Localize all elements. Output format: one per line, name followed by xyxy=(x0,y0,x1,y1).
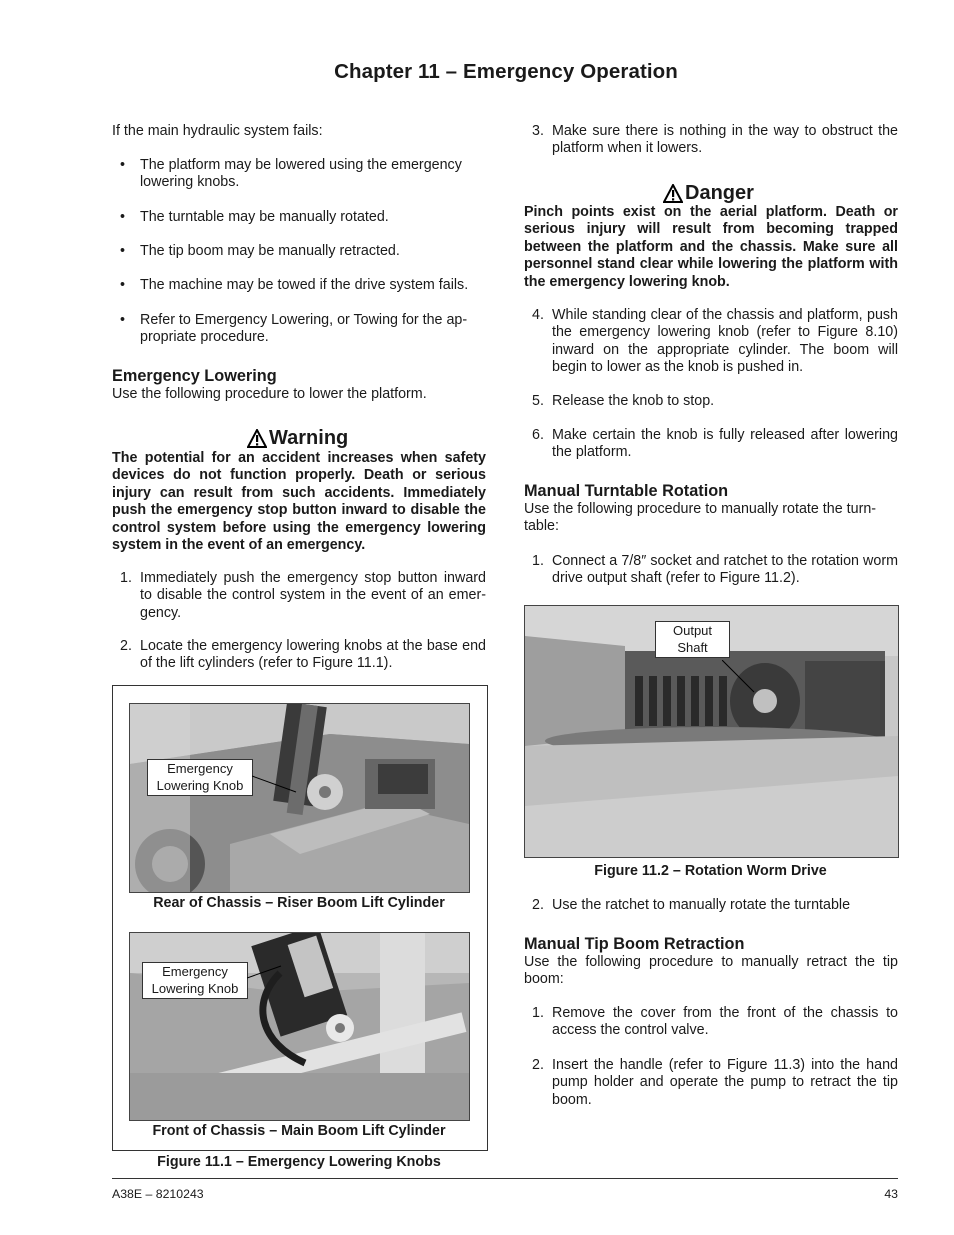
page-title: Chapter 11 – Emergency Operation xyxy=(334,60,678,83)
figure-11-2-caption: Figure 11.2 – Rotation Worm Drive xyxy=(594,863,827,879)
warning-triangle-icon xyxy=(247,429,267,448)
warning-body: The potential for an accident increases when safety devices do not function properly. Death or serious injury can result from such accidents. Immediately push the emergency stop button inward to disable the control system before using the emergency lowering system in the event of an emergency. xyxy=(112,450,486,554)
list-item: • The platform may be lowered using the emergency lowering knobs. xyxy=(120,157,462,191)
page-number: 43 xyxy=(884,1187,898,1201)
output-shaft-callout: Output Shaft xyxy=(655,621,730,658)
warning-heading: Warning xyxy=(247,427,348,450)
tipboom-text: Use the following procedure to manually retract the tip boom: xyxy=(524,954,898,988)
emergency-lowering-text: Use the following procedure to lower the platform. xyxy=(112,386,427,402)
turntable-heading: Manual Turntable Rotation xyxy=(524,482,729,500)
figure-11-1-caption: Figure 11.1 – Emergency Lowering Knobs xyxy=(157,1154,441,1170)
tipboom-heading: Manual Tip Boom Retraction xyxy=(524,935,745,953)
danger-heading: Danger xyxy=(663,182,754,205)
callout-leader xyxy=(252,770,302,796)
intro-text: If the main hydraulic system fails: xyxy=(112,123,323,139)
emergency-lowering-heading: Emergency Lowering xyxy=(112,367,277,385)
callout-leader xyxy=(722,660,762,700)
footer-rule xyxy=(112,1178,898,1179)
callout-leader xyxy=(247,962,287,982)
riser-boom-photo xyxy=(129,703,470,893)
turntable-text: Use the following procedure to manually rotate the turn-table: xyxy=(524,501,877,535)
danger-triangle-icon xyxy=(663,184,683,203)
photo2-caption: Front of Chassis – Main Boom Lift Cylinder xyxy=(152,1123,446,1139)
photo1-caption: Rear of Chassis – Riser Boom Lift Cylinder xyxy=(153,895,445,911)
footer-doc-id: A38E – 8210243 xyxy=(112,1187,204,1201)
main-boom-photo xyxy=(129,932,470,1121)
emergency-lowering-knob-callout: Emergency Lowering Knob xyxy=(142,962,248,999)
danger-body: Pinch points exist on the aerial platform. Death or serious injury will result from becoming trapped between the platform and the chassis. Make sure all personnel stand clear while lowering the platform with the emergency lowering knob. xyxy=(524,204,898,290)
emergency-lowering-knob-callout: Emergency Lowering Knob xyxy=(147,759,253,796)
